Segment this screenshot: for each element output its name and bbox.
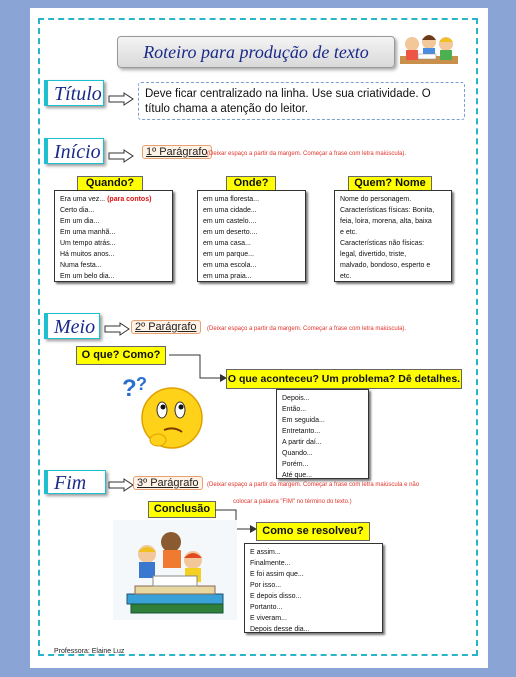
paragraph-note-2: (Deixar espaço a partir da margem. Começar a frase com letra maiúscula). bbox=[207, 326, 407, 332]
list-item: A partir daí... bbox=[282, 439, 322, 446]
paragraph-note-3: (Deixar espaço a partir da margem. Começar a frase com letra maiúscula e não bbox=[207, 482, 420, 488]
kids-on-books-illustration bbox=[113, 520, 237, 620]
list-quem bbox=[334, 190, 452, 282]
list-item: Em um dia... bbox=[60, 218, 100, 225]
list-item: Por isso... bbox=[250, 582, 282, 589]
list-item: Então... bbox=[282, 406, 307, 413]
list-item: Depois desse dia... bbox=[250, 626, 310, 633]
tag-quem: Quem? Nome bbox=[348, 176, 432, 191]
list-item: Entretanto... bbox=[282, 428, 321, 435]
list-item: Era uma vez... (para contos) bbox=[60, 196, 152, 203]
arrow-right-icon bbox=[104, 322, 130, 336]
section-label-titulo: Título bbox=[44, 80, 104, 106]
list-item: e etc. bbox=[340, 229, 358, 236]
list-item: em uma floresta... bbox=[203, 196, 260, 203]
teacher-credit: Professora: Elaine Luz bbox=[54, 648, 125, 655]
list-item: Há muitos anos... bbox=[60, 251, 115, 258]
tag-o-que-como: O que? Como? bbox=[76, 346, 166, 365]
list-meio bbox=[276, 389, 369, 479]
titulo-description: Deve ficar centralizado na linha. Use sua criatividade. O título chama a atenção do leitor. bbox=[138, 82, 465, 120]
list-item: etc. bbox=[340, 273, 352, 280]
section-label-inicio: Início bbox=[44, 138, 104, 164]
list-item: E depois disso... bbox=[250, 593, 302, 600]
list-item: Finalmente... bbox=[250, 560, 291, 567]
paragraph-label-2: 2º Parágrafo bbox=[131, 320, 201, 334]
list-item: E assim... bbox=[250, 549, 281, 556]
list-item: Nome do personagem. bbox=[340, 196, 412, 203]
list-item: Em um belo dia... bbox=[60, 273, 115, 280]
list-fim bbox=[244, 543, 383, 633]
list-item: Numa festa... bbox=[60, 262, 102, 269]
arrow-right-icon bbox=[108, 92, 134, 106]
tag-onde: Onde? bbox=[226, 176, 276, 191]
thinking-emoji-icon bbox=[120, 372, 206, 452]
svg-text:?: ? bbox=[122, 375, 137, 402]
list-item: em um castelo.... bbox=[203, 218, 257, 225]
section-label-fim: Fim bbox=[44, 470, 106, 494]
list-item: Certo dia... bbox=[60, 207, 95, 214]
list-item: E foi assim que... bbox=[250, 571, 304, 578]
list-item: Em uma manhã... bbox=[60, 229, 116, 236]
list-item: malvado, bondoso, esperto e bbox=[340, 262, 431, 269]
tag-conclusao: Conclusão bbox=[148, 501, 216, 518]
list-item: em uma cidade... bbox=[203, 207, 257, 214]
list-item: Características físicas: Bonita, bbox=[340, 207, 435, 214]
list-quando bbox=[54, 190, 173, 282]
page-title: Roteiro para produção de texto bbox=[117, 36, 395, 68]
paragraph-note-1: (Deixar espaço a partir da margem. Começar a frase com letra maiúscula). bbox=[207, 151, 407, 157]
tag-problema: O que aconteceu? Um problema? Dê detalhes. bbox=[226, 369, 462, 389]
list-item: em uma escola... bbox=[203, 262, 257, 269]
list-item: Portanto... bbox=[250, 604, 283, 611]
tag-quando: Quando? bbox=[77, 176, 143, 191]
list-item: Quando... bbox=[282, 450, 313, 457]
list-item: em uma casa... bbox=[203, 240, 251, 247]
arrow-right-icon bbox=[108, 478, 134, 492]
tag-como-se-resolveu: Como se resolveu? bbox=[256, 522, 370, 541]
paragraph-note-3b: colocar a palavra "FIM" no término do texto.) bbox=[233, 499, 352, 505]
list-item: Em seguida... bbox=[282, 417, 325, 424]
paragraph-label-3: 3º Parágrafo bbox=[133, 476, 203, 490]
list-item: Características não físicas: bbox=[340, 240, 425, 247]
paragraph-label-1: 1º Parágrafo bbox=[142, 145, 212, 159]
list-item: legal, divertido, triste, bbox=[340, 251, 407, 258]
svg-text:?: ? bbox=[136, 374, 147, 394]
children-reading-illustration bbox=[398, 30, 460, 72]
list-item: Depois... bbox=[282, 395, 310, 402]
list-item: em um deserto.... bbox=[203, 229, 258, 236]
list-item: Até que... bbox=[282, 472, 312, 479]
list-item: E viveram... bbox=[250, 615, 287, 622]
section-label-meio: Meio bbox=[44, 313, 100, 339]
list-item: em uma praia... bbox=[203, 273, 252, 280]
list-item: em um parque... bbox=[203, 251, 254, 258]
list-item: feia, loira, morena, alta, baixa bbox=[340, 218, 432, 225]
list-item: Porém... bbox=[282, 461, 309, 468]
arrow-right-icon bbox=[108, 149, 134, 163]
list-item: Um tempo atrás... bbox=[60, 240, 116, 247]
list-onde bbox=[197, 190, 306, 282]
